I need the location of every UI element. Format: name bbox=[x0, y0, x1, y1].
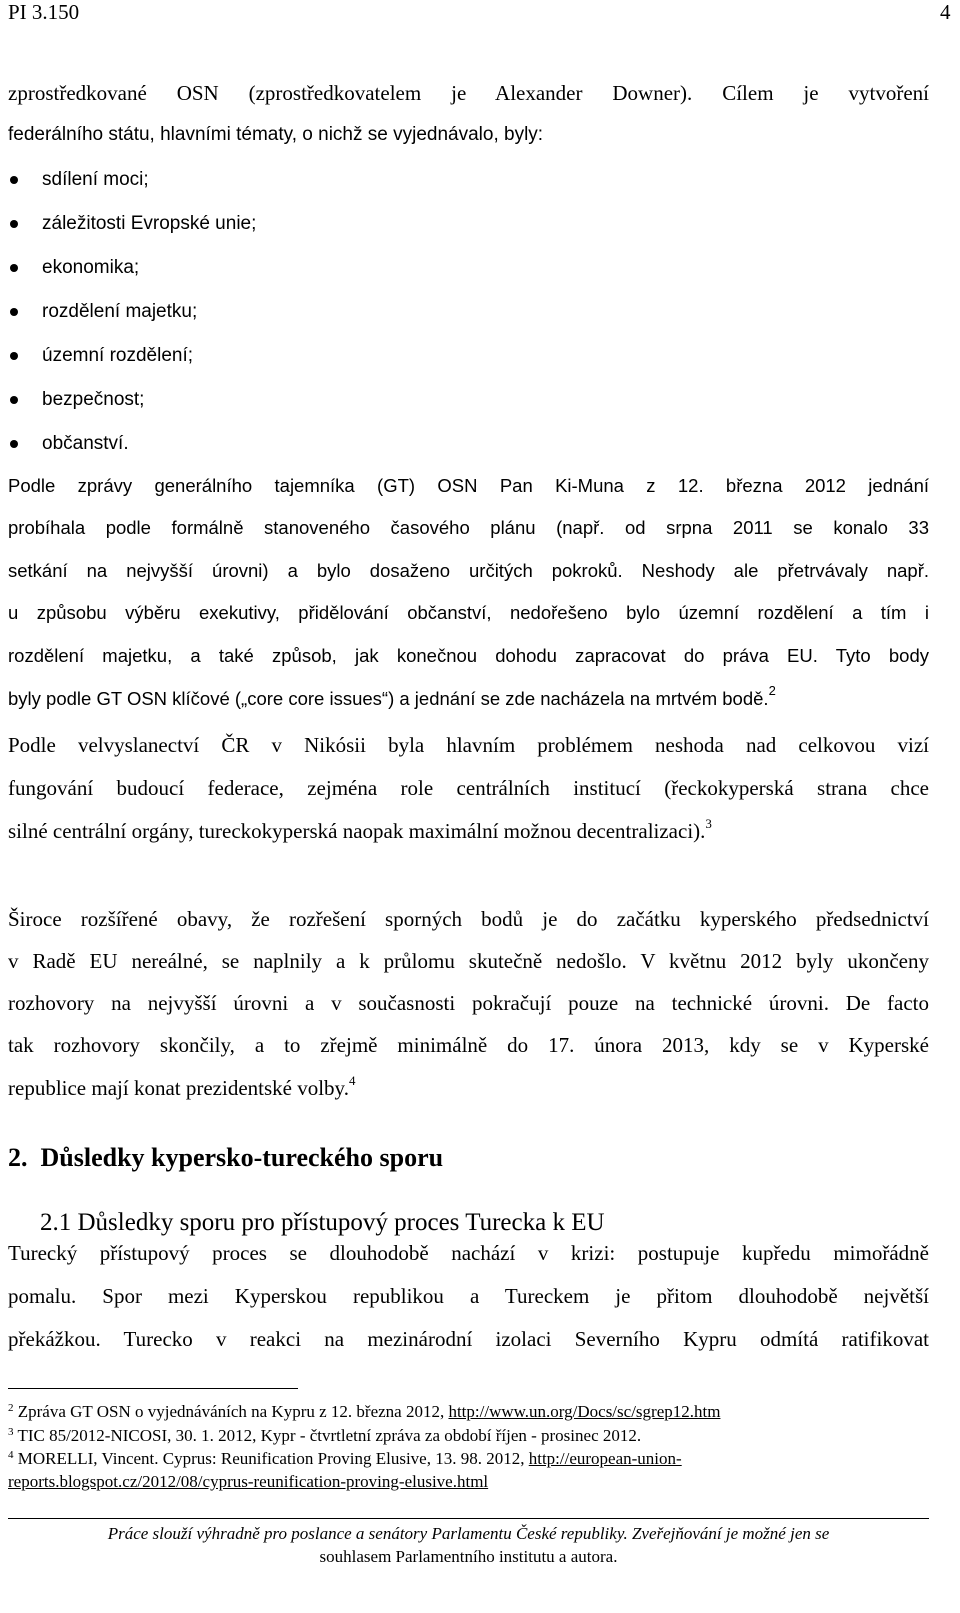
list-item: bezpečnost; bbox=[42, 389, 145, 410]
paragraph-line: překážkou. Turecko v reakci na mezinárodní izolaci Severního Kypru odmítá ratifikovat bbox=[8, 1327, 929, 1351]
footnote-4-continuation bbox=[8, 1471, 488, 1493]
footnote-ref: 2 bbox=[768, 683, 776, 698]
footer-notice-continuation: souhlasem Parlamentního institutu a autora. bbox=[319, 1547, 618, 1566]
paragraph-line: Široce rozšířené obavy, že rozřešení sporných bodů je do začátku kyperského předsednictví bbox=[8, 907, 929, 931]
paragraph-line: tak rozhovory skončily, a to zřejmě minimálně do 17. února 2013, kdy se v Kyperské bbox=[8, 1033, 929, 1057]
bullet-dot-icon bbox=[10, 352, 18, 360]
section-heading: 2. Důsledky kypersko-tureckého sporu bbox=[8, 1143, 444, 1172]
paragraph-line: Turecký přístupový proces se dlouhodobě nachází v krizi: postupuje kupředu mimořádně bbox=[8, 1241, 929, 1265]
paragraph-line bbox=[8, 817, 712, 845]
footnote-number: 3 bbox=[8, 1426, 14, 1438]
paragraph-line-text: silné centrální orgány, tureckokyperská naopak maximální možnou decentralizaci). bbox=[8, 819, 706, 843]
page-code: PI 3.150 bbox=[8, 0, 80, 24]
footnote-text: Zpráva GT OSN o vyjednáváních na Kypru z 12. března 2012, bbox=[13, 1402, 449, 1421]
footnote-number: 4 bbox=[8, 1449, 14, 1461]
paragraph-line-text: byly podle GT OSN klíčové („core core issues“) a jednání se zde nacházela na mrtvém bodě. bbox=[8, 688, 769, 709]
list-item: ekonomika; bbox=[42, 257, 140, 278]
footnote-ref: 4 bbox=[348, 1073, 356, 1088]
paragraph-line bbox=[8, 685, 776, 713]
footnote-separator bbox=[8, 1388, 298, 1389]
footnote-text: TIC 85/2012-NICOSI, 30. 1. 2012, Kypr - čtvrtletní zpráva za období říjen - prosinec 2012. bbox=[13, 1426, 642, 1445]
footnote-text: MORELLI, Vincent. Cyprus: Reunification Proving Elusive, 13. 98. 2012, bbox=[13, 1449, 529, 1468]
paragraph-line: Podle velvyslanectví ČR v Nikósii byla hlavním problémem neshoda nad celkovou vizí bbox=[8, 733, 929, 757]
paragraph-line: setkání na nejvyšší úrovni) a bylo dosaženo určitých pokroků. Neshody ale přetrvávaly např. bbox=[8, 560, 929, 581]
bullet-dot-icon bbox=[10, 308, 18, 316]
paragraph-line: Podle zprávy generálního tajemníka (GT) OSN Pan Ki-Muna z 12. března 2012 jednání bbox=[8, 475, 929, 496]
footnote-number: 2 bbox=[8, 1402, 14, 1414]
footnote-ref: 3 bbox=[705, 816, 712, 831]
paragraph-line: u způsobu výběru exekutivy, přidělování občanství, nedořešeno bylo územní rozdělení a tím i bbox=[8, 602, 929, 623]
paragraph-line: fungování budoucí federace, zejména role centrálních institucí (řeckokyperská strana chce bbox=[8, 776, 929, 800]
footnote-link[interactable]: http://www.un.org/Docs/sc/sgrep12.htm bbox=[448, 1402, 721, 1421]
list-item: záležitosti Evropské unie; bbox=[42, 213, 257, 234]
footnote-link[interactable]: http://european-union- bbox=[528, 1449, 682, 1468]
footer-notice: Práce slouží výhradně pro poslance a senátory Parlamentu České republiky. Zveřejňování je možné jen se bbox=[107, 1524, 830, 1543]
paragraph-line: rozhovory na nejvyšší úrovni a v současnosti pokračují pouze na technické úrovni. De facto bbox=[8, 991, 929, 1015]
list-item: sdílení moci; bbox=[42, 169, 149, 190]
bullet-dot-icon bbox=[10, 264, 18, 272]
paragraph-line: rozdělení majetku, a také způsob, jak konečnou dohodu zapracovat do práva EU. Tyto body bbox=[8, 645, 929, 666]
subsection-heading: 2.1 Důsledky sporu pro přístupový proces Turecka k EU bbox=[40, 1209, 605, 1236]
list-item: občanství. bbox=[42, 433, 129, 454]
paragraph-line: probíhala podle formálně stanoveného časového plánu (např. od srpna 2011 se konalo 33 bbox=[8, 517, 929, 538]
list-item: rozdělení majetku; bbox=[42, 301, 198, 322]
page-number: 4 bbox=[940, 0, 951, 24]
footnote-2 bbox=[8, 1401, 720, 1423]
list-item: územní rozdělení; bbox=[42, 345, 194, 366]
bullet-dot-icon bbox=[10, 176, 18, 184]
paragraph-line: pomalu. Spor mezi Kyperskou republikou a Tureckem je přitom dlouhodobě největší bbox=[8, 1284, 929, 1308]
paragraph-line: federálního státu, hlavními tématy, o nichž se vyjednávalo, byly: bbox=[8, 124, 544, 145]
footnote-link[interactable]: reports.blogspot.cz/2012/08/cyprus-reunification-proving-elusive.html bbox=[8, 1472, 489, 1491]
footnote-3 bbox=[8, 1425, 641, 1447]
paragraph-line-text: republice mají konat prezidentské volby. bbox=[8, 1076, 349, 1100]
bullet-dot-icon bbox=[10, 396, 18, 404]
paragraph-line bbox=[8, 1074, 355, 1102]
footnote-4 bbox=[8, 1448, 682, 1470]
paragraph-line: v Radě EU nereálné, se naplnily a k průlomu skutečně nedošlo. V květnu 2012 byly ukončeny bbox=[8, 949, 929, 973]
paragraph-line: zprostředkované OSN (zprostředkovatelem je Alexander Downer). Cílem je vytvoření bbox=[8, 81, 929, 105]
bullet-dot-icon bbox=[10, 220, 18, 228]
footer-separator bbox=[8, 1518, 929, 1519]
bullet-dot-icon bbox=[10, 440, 18, 448]
